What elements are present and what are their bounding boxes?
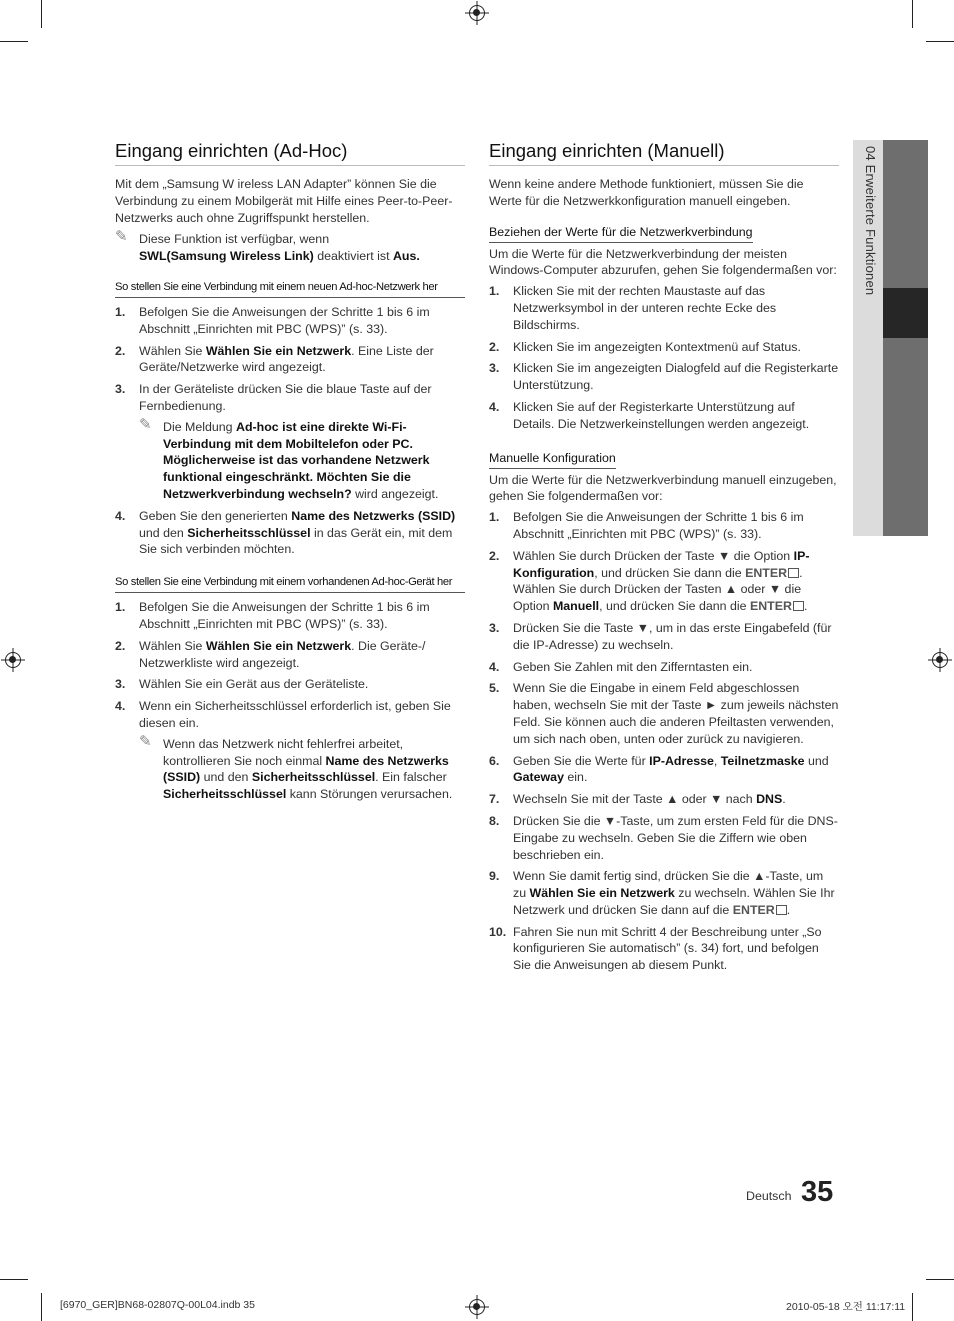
footer-language: Deutsch — [746, 1189, 792, 1203]
steps-list — [489, 283, 839, 432]
list-item: 6. Geben Sie die Werte für IP-Adresse, Teilnetzmaske und Gateway ein. — [489, 753, 829, 785]
note: ✎ Diese Funktion ist verfügbar, wenn SWL(Samsung Wireless Link) deaktiviert ist Aus. — [115, 228, 420, 264]
enter-key-label: ENTER — [750, 599, 804, 613]
list-item: 2. Wählen Sie Wählen Sie ein Netzwerk. Eine Liste der Geräte/Netzwerke wird angezeigt. — [115, 343, 434, 375]
list-item: 10. Fahren Sie nun mit Schritt 4 der Beschreibung unter „So konfigurieren Sie automatisch” (s. 34) fort, und befolgen Sie die Anweisungen ab diesem Punkt. — [489, 924, 822, 973]
enter-icon — [793, 601, 804, 611]
list-item: 8. Drücken Sie die ▼-Taste, um zum ersten Feld für die DNS-Eingabe zu wechseln. Geben Sie die Ziffern wie oben beschrieben ein. — [489, 813, 838, 862]
chapter-tab-label: 04 Erweiterte Funktionen — [863, 146, 878, 296]
section-heading-manual: Eingang einrichten (Manuell) — [489, 140, 839, 166]
list-item: 1. Befolgen Sie die Anweisungen der Schritte 1 bis 6 im Abschnitt „Einrichten mit PBC (WPS)” (s. 33). — [115, 304, 430, 336]
list-item: 3. Wählen Sie ein Gerät aus der Geräteliste. — [115, 677, 369, 692]
enter-icon — [788, 568, 799, 578]
registration-mark-icon — [5, 652, 21, 668]
crop-mark — [926, 1279, 954, 1280]
subheading-network-values: Beziehen der Werte für die Netzwerkverbindung — [489, 224, 753, 243]
list-item: 1. Befolgen Sie die Anweisungen der Schritte 1 bis 6 im Abschnitt „Einrichten mit PBC (WPS)” (s. 33). — [115, 600, 430, 631]
page-number: 35 — [801, 1176, 834, 1208]
registration-mark-icon — [469, 5, 485, 21]
crop-mark — [41, 1293, 42, 1321]
subheading-manual-config: Manuelle Konfiguration — [489, 450, 616, 469]
note: ✎ Die Meldung Ad-hoc ist eine direkte Wi-Fi-Verbindung mit dem Mobiltelefon oder PC. Möglicherweise ist das vorhandene Netzwerk funktional eingeschränkt. Möchten Sie die Netzwerkverbindung wechseln? wird angezeigt. — [139, 415, 439, 501]
crop-mark — [926, 41, 954, 42]
pencil-note-icon: ✎ — [139, 415, 152, 433]
pencil-note-icon: ✎ — [139, 732, 152, 750]
list-item: 4. Klicken Sie auf der Registerkarte Unterstützung auf Details. Die Netzwerkeinstellungen werden angezeigt. — [489, 399, 810, 431]
left-column — [115, 140, 465, 808]
list-item: 3. Klicken Sie im angezeigten Dialogfeld auf die Registerkarte Unterstützung. — [489, 361, 839, 393]
right-column — [489, 140, 839, 979]
crop-mark — [912, 1293, 913, 1321]
list-item: 1. Klicken Sie mit der rechten Maustaste auf das Netzwerksymbol in der unteren rechte Ecke des Bildschirms. — [489, 284, 777, 332]
steps-list — [115, 304, 465, 558]
list-item: 3. In der Geräteliste drücken Sie die blaue Taste auf der Fernbedienung. ✎ Die Meldung Ad-hoc ist eine direkte Wi-Fi-Verbindung mit dem Mobiltelefon oder PC. Möglicherweise ist das vorhandene Netzwerk funktional eingeschränkt. Möchten Sie die Netzwerkverbindung wechseln? wird angezeigt. — [115, 381, 465, 503]
enter-key-label: ENTER — [745, 566, 799, 580]
pencil-note-icon: ✎ — [115, 228, 128, 246]
intro-text: Wenn keine andere Methode funktioniert, müssen Sie die Werte für die Netzwerkkonfiguration manuell eingeben. — [489, 177, 804, 208]
chapter-tab-marker — [883, 288, 928, 338]
sub-intro: Um die Werte für die Netzwerkverbindung der meisten Windows-Computer abzurufen, gehen Sie folgendermaßen vor: — [489, 246, 837, 278]
subheading-existing-adhoc: So stellen Sie eine Verbindung mit einem vorhandenen Ad-hoc-Gerät her — [115, 574, 465, 593]
note: ✎ Wenn das Netzwerk nicht fehlerfrei arbeitet, kontrollieren Sie noch einmal Name des Netzwerks (SSID) und den Sicherheitsschlüssel. Ein falscher Sicherheitsschlüssel kann Störungen verursachen. — [139, 732, 453, 802]
list-item: 2. Wählen Sie Wählen Sie ein Netzwerk. Die Geräte-/ Netzwerkliste wird angezeigt. — [115, 638, 426, 670]
list-item: 4. Geben Sie Zahlen mit den Zifferntasten ein. — [489, 659, 753, 674]
crop-mark — [41, 0, 42, 28]
list-item: 2. Wählen Sie durch Drücken der Taste ▼ die Option IP-Konfiguration, und drücken Sie dann die ENTER . Wählen Sie durch Drücken der Tasten ▲ oder ▼ die Option Manuell, und drücken Sie dann die ENTER . — [489, 548, 810, 614]
crop-mark — [0, 1279, 28, 1280]
list-item: 1. Befolgen Sie die Anweisungen der Schritte 1 bis 6 im Abschnitt „Einrichten mit PBC (WPS)” (s. 33). — [489, 510, 804, 541]
intro-text: Mit dem „Samsung W ireless LAN Adapter” können Sie die Verbindung zu einem Mobilgerät mit Hilfe eines Peer-to-Peer-Netzwerks auch ohne Zugriffspunkt herstellen. — [115, 177, 453, 225]
sub-intro: Um die Werte für die Netzwerkverbindung manuell einzugeben, gehen Sie folgendermaßen vor: — [489, 472, 837, 504]
list-item: 4. Wenn ein Sicherheitsschlüssel erforderlich ist, geben Sie diesen ein. ✎ Wenn das Netzwerk nicht fehlerfrei arbeitet, kontrollieren Sie noch einmal Name des Netzwerks (SSID) und den Sicherheitsschlüssel. Ein falscher Sicherheitsschlüssel kann Störungen verursachen. — [115, 698, 465, 803]
chapter-tab-dark — [883, 140, 928, 536]
registration-mark-icon — [469, 1299, 485, 1315]
enter-key-label: ENTER — [733, 903, 787, 917]
list-item: 2. Klicken Sie im angezeigten Kontextmenü auf Status. — [489, 339, 801, 354]
crop-mark — [912, 0, 913, 28]
slug-file-info: [6970_GER]BN68-02807Q-00L04.indb 35 — [60, 1299, 255, 1311]
registration-mark-icon — [932, 652, 948, 668]
steps-list — [489, 509, 839, 974]
section-heading-adhoc: Eingang einrichten (Ad-Hoc) — [115, 140, 465, 166]
list-item: 5. Wenn Sie die Eingabe in einem Feld abgeschlossen haben, wechseln Sie mit der Taste ► zum jeweils nächsten Feld. Sie können auch die anderen Pfeiltasten verwenden, um sich nach oben, unten oder zurück zu navigieren. — [489, 681, 839, 746]
subheading-new-adhoc: So stellen Sie eine Verbindung mit einem neuen Ad-hoc-Netzwerk her — [115, 279, 465, 298]
list-item: 4. Geben Sie den generierten Name des Netzwerks (SSID) und den Sicherheitsschlüssel in das Gerät ein, mit dem Sie sich verbinden möchten. — [115, 508, 456, 557]
slug-timestamp: 2010-05-18 오전 11:17:11 — [786, 1301, 906, 1313]
list-item: 7. Wechseln Sie mit der Taste ▲ oder ▼ nach DNS. — [489, 792, 786, 807]
steps-list — [115, 599, 465, 803]
crop-mark — [0, 41, 28, 42]
list-item: 3. Drücken Sie die Taste ▼, um in das erste Eingabefeld (für die IP-Adresse) zu wechseln. — [489, 620, 832, 652]
enter-icon — [776, 905, 787, 915]
list-item: 9. Wenn Sie damit fertig sind, drücken Sie die ▲-Taste, um zu Wählen Sie ein Netzwerk zu wechseln. Wählen Sie Ihr Netzwerk und drücken Sie dann auf die ENTER . — [489, 869, 835, 917]
